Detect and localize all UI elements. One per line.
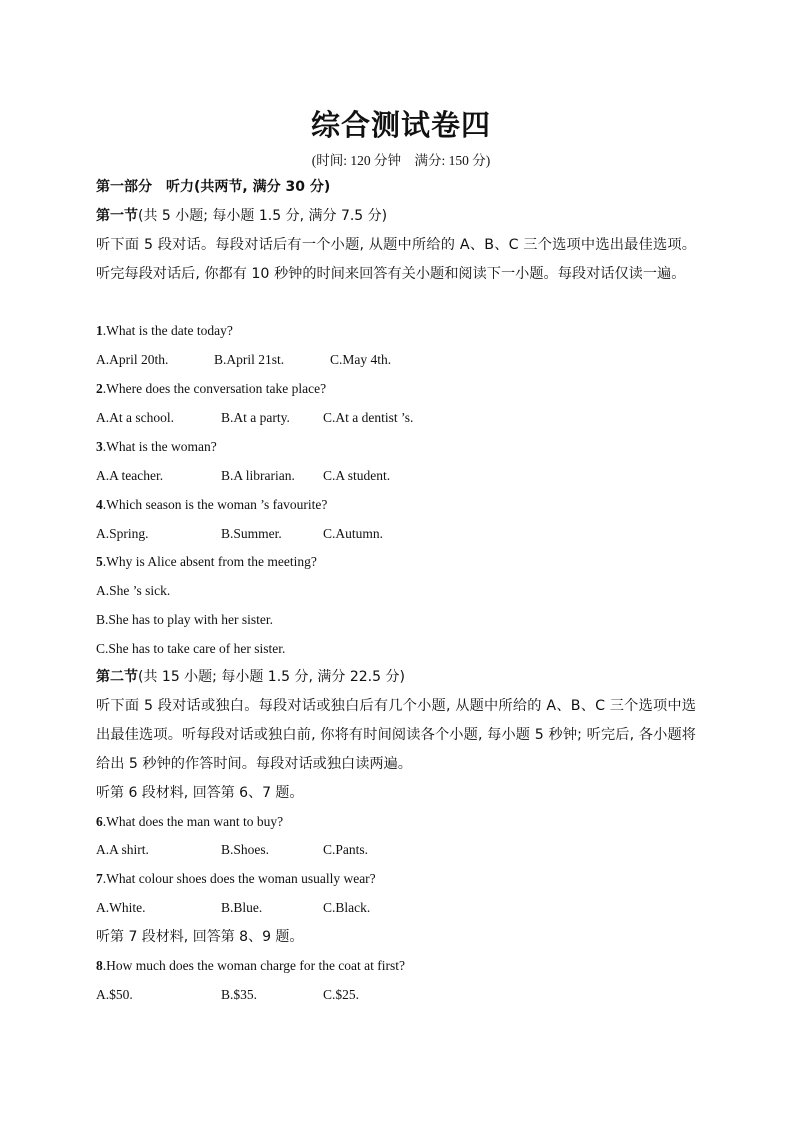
option-a: A.A teacher. [96, 468, 164, 483]
question-number: 8 [96, 958, 103, 973]
question-text: .Why is Alice absent from the meeting? [102, 554, 317, 569]
section-one-heading [96, 206, 387, 226]
question-6-options [96, 840, 368, 860]
question-7-options [96, 898, 370, 918]
section-two-heading [96, 667, 405, 687]
option-a: A.Spring. [96, 526, 149, 541]
question-number: 1 [96, 323, 103, 338]
question-text: .What does the man want to buy? [102, 814, 284, 829]
question-8 [96, 956, 405, 976]
material-7-heading: 听第 7 段材料, 回答第 8、9 题。 [96, 929, 304, 945]
question-number: 6 [96, 814, 103, 829]
question-1 [96, 321, 233, 341]
question-text: .How much does the woman charge for the coat at first? [102, 958, 406, 973]
option-b: B.Blue. [221, 900, 263, 915]
question-5-option-a: A.She ’s sick. [96, 583, 171, 598]
question-number: 7 [96, 871, 103, 886]
question-text: .Where does the conversation take place? [102, 381, 327, 396]
section-one-label: 第一节 [96, 208, 138, 224]
question-3-options [96, 466, 390, 486]
option-c: C.Pants. [323, 842, 369, 857]
option-c: C.$25. [323, 987, 360, 1002]
option-c: C.Autumn. [323, 526, 384, 541]
section-two-note: (共 15 小题; 每小题 1.5 分, 满分 22.5 分) [138, 669, 405, 685]
option-c: C.A student. [323, 468, 391, 483]
question-text: .Which season is the woman ’s favourite? [102, 497, 328, 512]
question-number: 4 [96, 497, 103, 512]
question-text: .What is the woman? [102, 439, 217, 454]
question-4-options [96, 524, 383, 544]
question-5-option-c: C.She has to take care of her sister. [96, 641, 286, 656]
option-c: C.May 4th. [330, 352, 392, 367]
question-number: 3 [96, 439, 103, 454]
option-c: C.At a dentist ’s. [323, 410, 414, 425]
option-a: A.White. [96, 900, 146, 915]
option-b: B.$35. [221, 987, 258, 1002]
part-one-heading: 第一部分 听力(共两节, 满分 30 分) [96, 179, 331, 195]
option-b: B.A librarian. [221, 468, 295, 483]
question-2-options [96, 408, 413, 428]
question-7 [96, 869, 376, 889]
option-c: C.Black. [323, 900, 371, 915]
question-5-option-b: B.She has to play with her sister. [96, 612, 273, 627]
option-b: B.At a party. [221, 410, 290, 425]
question-5 [96, 552, 317, 572]
material-6-heading: 听第 6 段材料, 回答第 6、7 题。 [96, 785, 304, 801]
option-b: B.Summer. [221, 526, 282, 541]
option-b: B.Shoes. [221, 842, 270, 857]
option-a: A.$50. [96, 987, 133, 1002]
question-number: 2 [96, 381, 103, 396]
section-one-instructions: 听下面 5 段对话。每段对话后有一个小题, 从题中所给的 A、B、C 三个选项中选出最佳选项。听完每段对话后, 你都有 10 秒钟的时间来回答有关小题和阅读下一小题。每段对话仅读一遍。 [96, 237, 696, 282]
option-b: B.April 21st. [214, 352, 285, 367]
option-a: A.At a school. [96, 410, 174, 425]
section-two-label: 第二节 [96, 669, 138, 685]
section-two-instructions: 听下面 5 段对话或独白。每段对话或独白后有几个小题, 从题中所给的 A、B、C 三个选项中选出最佳选项。听每段对话或独白前, 你将有时间阅读各个小题, 每小题 5 秒钟; 听完后, 各小题将给出 5 秒钟的作答时间。每段对话或独白读两遍。 [96, 698, 696, 772]
exam-time-score: (时间: 120 分钟 满分: 150 分) [311, 153, 491, 168]
question-1-options [96, 350, 391, 370]
question-3 [96, 437, 217, 457]
question-number: 5 [96, 554, 103, 569]
question-6 [96, 812, 283, 832]
question-2 [96, 379, 326, 399]
question-text: .What colour shoes does the woman usually wear? [102, 871, 376, 886]
question-4 [96, 495, 327, 515]
page-title: 综合测试卷四 [310, 108, 491, 142]
question-8-options [96, 985, 359, 1005]
option-a: A.A shirt. [96, 842, 149, 857]
section-one-note: (共 5 小题; 每小题 1.5 分, 满分 7.5 分) [138, 208, 388, 224]
option-a: A.April 20th. [96, 352, 169, 367]
question-text: .What is the date today? [102, 323, 233, 338]
